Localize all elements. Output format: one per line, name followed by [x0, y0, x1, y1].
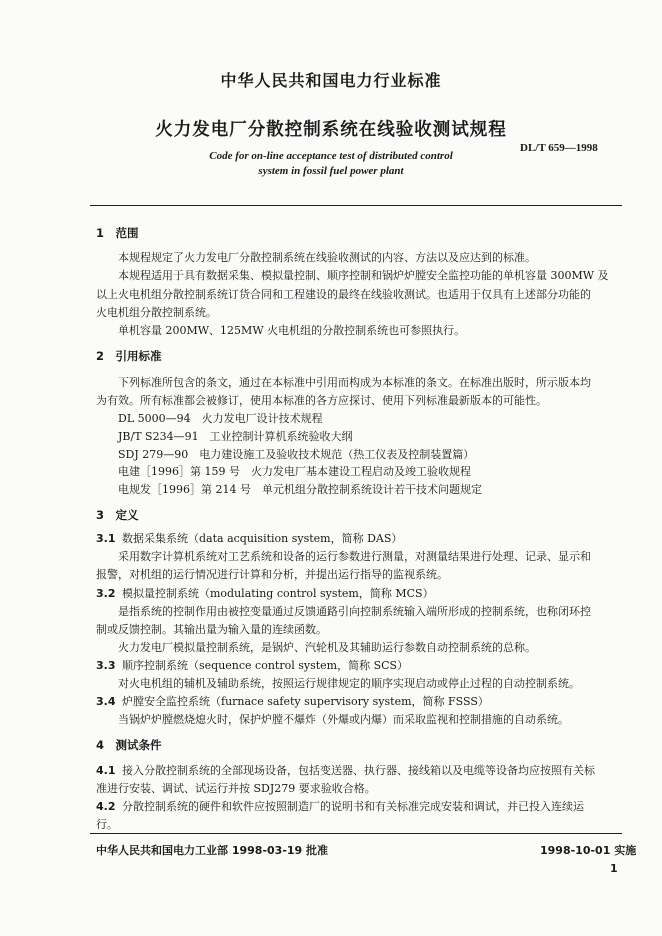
implementation-date: 1998-10-01 实施 [540, 844, 637, 857]
definition-term: 模拟量控制系统（modulating control system，简称 MCS） [122, 587, 434, 600]
paragraph-line: 制或反馈控制。其输出量为输入量的连续函数。 [96, 623, 327, 636]
page-number: 1 [610, 862, 618, 875]
definition-term: 数据采集系统（data acquisition system，简称 DAS） [122, 532, 403, 545]
section-4-heading: 4 测试条件 [96, 738, 162, 752]
paragraph-line: 对火电机组的辅机及辅助系统，按照运行规律规定的顺序实现启动或停止过程的自动控制系统。 [118, 677, 580, 690]
section-3-heading: 3 定义 [96, 508, 139, 522]
paragraph-line: 本规程适用于具有数据采集、模拟量控制、顺序控制和锅炉炉膛安全监控功能的单机容量 300MW 及 [118, 269, 609, 282]
standard-type: 中华人民共和国电力行业标准 [220, 71, 442, 90]
clause-number: 3.1 [96, 532, 116, 545]
clause-number: 3.3 [96, 659, 116, 672]
reference-item: 电规发［1996］第 214 号 单元机组分散控制系统设计若干技术问题规定 [118, 483, 482, 496]
paragraph-line: 分散控制系统的硬件和软件应按照制造厂的说明书和有关标准完成安装和调试，并已投入连续运 [122, 800, 584, 813]
paragraph-line: 以上火电机组分散控制系统订货合同和工程建设的最终在线验收测试。也适用于仅具有上述部分功能的 [96, 288, 591, 301]
english-title-line-2: system in fossil fuel power plant [258, 165, 404, 177]
paragraph-line: 是指系统的控制作用由被控变量通过反馈通路引向控制系统输入端所形成的控制系统，也称闭环控 [118, 605, 591, 618]
clause-number: 3.4 [96, 695, 116, 708]
paragraph-line: 下列标准所包含的条文，通过在本标准中引用而构成为本标准的条文。在标准出版时，所示版本均 [118, 376, 591, 389]
paragraph-line: 行。 [96, 818, 118, 831]
english-title-line-1: Code for on-line acceptance test of distributed control [209, 150, 453, 162]
section-1-heading: 1 范围 [96, 226, 139, 240]
paragraph-line: 准进行安装、调试、试运行并按 SDJ279 要求验收合格。 [96, 782, 376, 795]
clause-number: 4.2 [96, 800, 116, 813]
reference-item: 电建［1996］第 159 号 火力发电厂基本建设工程启动及竣工验收规程 [118, 465, 471, 478]
footer-rule [90, 833, 622, 834]
paragraph-line: 火力发电厂模拟量控制系统，是锅炉、汽轮机及其辅助运行参数自动控制系统的总称。 [118, 641, 536, 654]
paragraph-line: 本规程规定了火力发电厂分散控制系统在线验收测试的内容、方法以及应达到的标准。 [118, 251, 536, 264]
definition-term: 顺序控制系统（sequence control system，简称 SCS） [122, 659, 409, 672]
header-rule [90, 205, 622, 206]
paragraph-line: 为有效。所有标准都会被修订，使用本标准的各方应探讨、使用下列标准最新版本的可能性。 [96, 394, 547, 407]
paragraph-line: 接入分散控制系统的全部现场设备，包括变送器、执行器、接线箱以及电缆等设备均应按照有关标 [122, 764, 595, 777]
paragraph-line: 火电机组分散控制系统。 [96, 306, 217, 319]
reference-item: SDJ 279—90 电力建设施工及验收技术规范（热工仪表及控制装置篇） [118, 448, 475, 461]
paragraph-line: 单机容量 200MW、125MW 火电机组的分散控制系统也可参照执行。 [118, 324, 466, 337]
approval-line: 中华人民共和国电力工业部 1998-03-19 批准 [96, 844, 329, 857]
definition-term: 炉膛安全监控系统（furnace safety supervisory system，简称 FSSS） [122, 695, 489, 708]
standard-code: DL/T 659—1998 [520, 142, 598, 154]
paragraph-line: 当锅炉炉膛燃烧熄火时，保护炉膛不爆炸（外爆或内爆）而采取监视和控制措施的自动系统。 [118, 713, 569, 726]
clause-number: 3.2 [96, 587, 116, 600]
reference-item: DL 5000—94 火力发电厂设计技术规程 [118, 412, 323, 425]
paragraph-line: 报警，对机组的运行情况进行计算和分析，并提出运行指导的监视系统。 [96, 568, 448, 581]
section-2-heading: 2 引用标准 [96, 349, 162, 363]
clause-number: 4.1 [96, 764, 116, 777]
paragraph-line: 采用数字计算机系统对工艺系统和设备的运行参数进行测量，对测量结果进行处理、记录、显示和 [118, 550, 591, 563]
reference-item: JB/T S234—91 工业控制计算机系统验收大纲 [118, 430, 353, 443]
document-title: 火力发电厂分散控制系统在线验收测试规程 [155, 120, 507, 140]
